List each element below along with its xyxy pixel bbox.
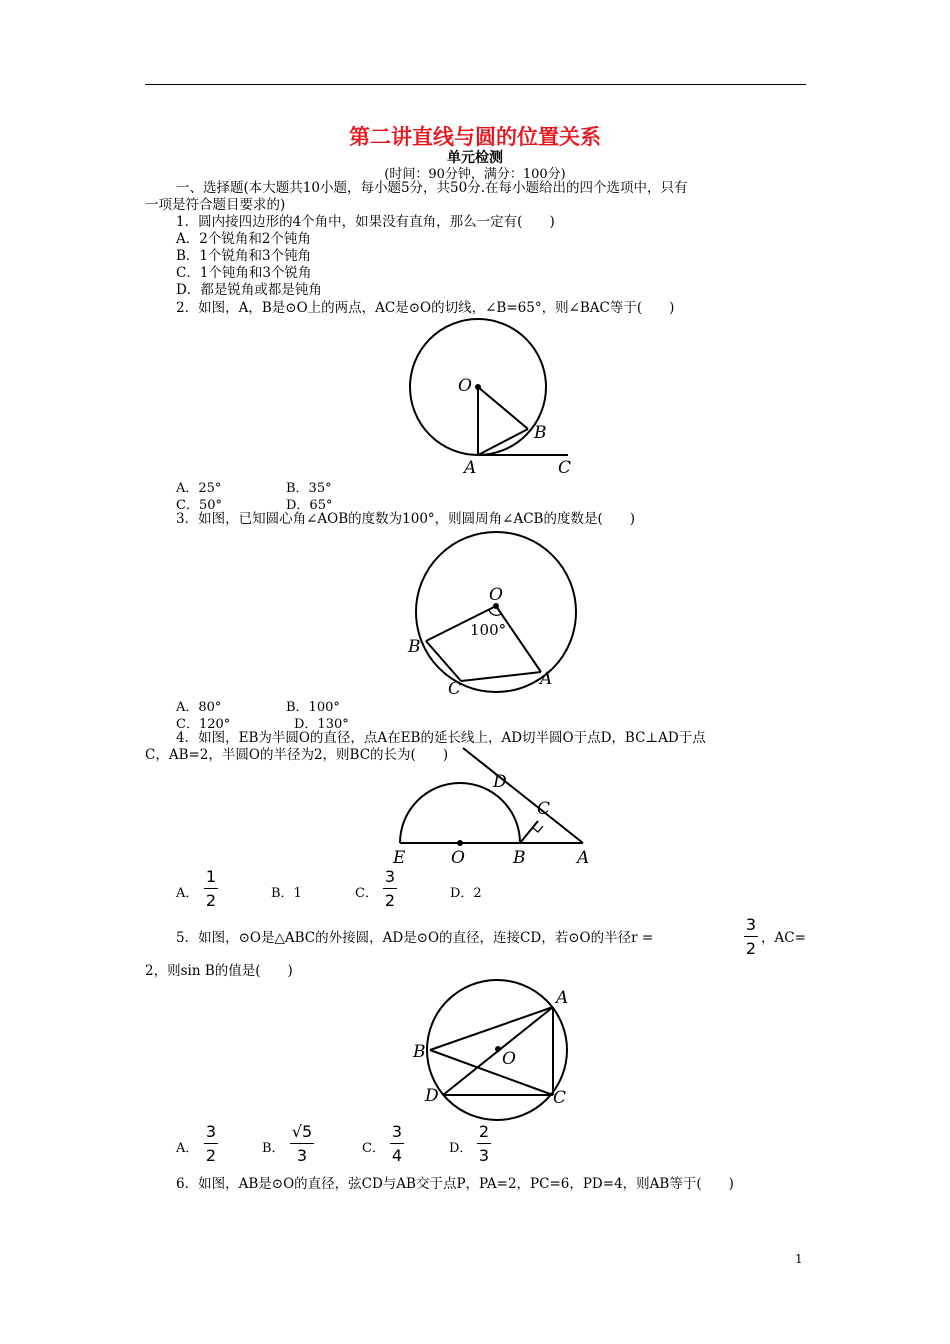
q5-label-a: A: [556, 988, 569, 1008]
q4-center-dot: [457, 840, 463, 846]
q5-option-d: D．: [449, 1141, 473, 1156]
q5-label-c: C: [553, 1088, 567, 1108]
q4-stem-line2: C，AB=2，半圆O的半径为2，则BC的长为( ): [145, 747, 449, 763]
q4-label-d: D: [493, 772, 507, 792]
q5-segment-ba: [430, 1007, 553, 1050]
q3-option-c: C．120°: [176, 717, 231, 732]
section-heading-line2: 一项是符合题目要求的): [145, 197, 286, 213]
q1-option-c: C．1个钝角和3个锐角: [176, 265, 312, 281]
q5-option-c-fraction: 3 4: [391, 1122, 403, 1165]
q2-segment-ob: [478, 387, 528, 429]
page-number: 1: [795, 1252, 803, 1266]
q2-option-b: B．35°: [286, 481, 332, 496]
q5-label-o: O: [502, 1049, 516, 1069]
q3-label-o: O: [489, 585, 503, 605]
q4-option-b: B．1: [271, 886, 302, 901]
page-title: 第二讲直线与圆的位置关系: [349, 125, 601, 149]
q2-label-c: C: [558, 458, 572, 478]
q4-option-a: A．: [176, 886, 199, 901]
q3-figure: [400, 526, 590, 698]
q4-segment-bc: [520, 821, 538, 843]
q2-option-c: C．50°: [176, 498, 222, 513]
q3-label-b: B: [408, 637, 421, 657]
q2-stem: 2．如图，A，B是⊙O上的两点，AC是⊙O的切线，∠B=65°，则∠BAC等于( ): [176, 300, 675, 316]
q5-label-b: B: [413, 1042, 426, 1062]
q5-label-d: D: [425, 1086, 439, 1106]
q1-option-d: D．都是锐角或都是钝角: [176, 282, 322, 298]
q5-option-b: B．: [262, 1141, 285, 1156]
q2-label-b: B: [534, 423, 547, 443]
q2-center-dot: [475, 384, 481, 390]
q4-semicircle: [400, 783, 520, 843]
q5-radius-fraction: 3 2: [745, 915, 757, 958]
q5-option-a-fraction: 3 2: [205, 1122, 217, 1165]
q4-option-c-fraction: 3 2: [384, 867, 396, 910]
q4-label-o: O: [451, 848, 465, 867]
q3-circle: [416, 532, 576, 692]
q2-label-a: A: [464, 458, 477, 478]
q6-stem: 6．如图，AB是⊙O的直径，弦CD与AB交于点P，PA=2，PC=6，PD=4，则AB等于( ): [176, 1176, 734, 1192]
q3-stem: 3．如图，已知圆心角∠AOB的度数为100°，则圆周角∠ACB的度数是( ): [176, 511, 635, 527]
q3-label-c: C: [448, 679, 462, 698]
q5-stem-line1b: ，AC=: [761, 930, 806, 946]
q4-figure: [385, 742, 595, 867]
q4-label-b: B: [513, 848, 526, 867]
q3-option-d: D．130°: [294, 717, 349, 732]
q5-option-a: A．: [176, 1141, 199, 1156]
q4-option-a-fraction: 1 2: [205, 867, 217, 910]
q3-segment-ca: [461, 672, 541, 681]
q2-option-a: A．25°: [176, 481, 222, 496]
q3-option-a: A．80°: [176, 700, 222, 715]
q1-stem: 1．圆内接四边形的4个角中，如果没有直角，那么一定有( ): [176, 214, 555, 230]
q4-option-c: C．: [355, 886, 378, 901]
q4-option-d: D．2: [450, 886, 482, 901]
page-subtitle: 单元检测: [447, 150, 503, 166]
q2-figure: [400, 318, 590, 480]
q1-option-a: A．2个锐角和2个钝角: [176, 231, 311, 247]
q2-option-d: D．65°: [286, 498, 333, 513]
q5-stem-line1a: 5．如图，⊙O是△ABC的外接圆，AD是⊙O的直径，连接CD，若⊙O的半径r =: [176, 930, 654, 946]
q4-stem-line1: 4．如图，EB为半圆O的直径，点A在EB的延长线上，AD切半圆O于点D，BC⊥AD于点: [176, 730, 706, 746]
q3-option-b: B．100°: [286, 700, 340, 715]
q4-right-angle-mark: [533, 826, 543, 832]
q5-option-d-fraction: 2 3: [478, 1122, 490, 1165]
q4-label-e: E: [393, 848, 406, 867]
q5-center-dot: [495, 1046, 501, 1052]
q5-option-c: C．: [362, 1141, 385, 1156]
q5-option-b-fraction: √5 3: [291, 1122, 313, 1165]
exam-meta: (时间：90分钟，满分：100分): [384, 167, 566, 182]
q3-segment-oa: [496, 606, 541, 672]
q2-label-o: O: [458, 376, 472, 396]
q5-figure: [405, 975, 590, 1125]
q4-tangent-ad: [463, 748, 583, 843]
section-heading-line1: 一、选择题(本大题共10小题，每小题5分，共50分.在每小题给出的四个选项中，只有: [176, 180, 688, 196]
q4-label-a: A: [577, 848, 590, 867]
header-rule: [145, 84, 806, 85]
q3-label-angle: 100°: [470, 621, 507, 639]
q3-label-a: A: [540, 669, 553, 689]
q1-option-b: B．1个锐角和3个钝角: [176, 248, 312, 264]
q4-label-c: C: [537, 799, 551, 819]
q5-stem-line2: 2，则sin B的值是( ): [145, 963, 293, 979]
q3-segment-bc: [426, 641, 461, 681]
